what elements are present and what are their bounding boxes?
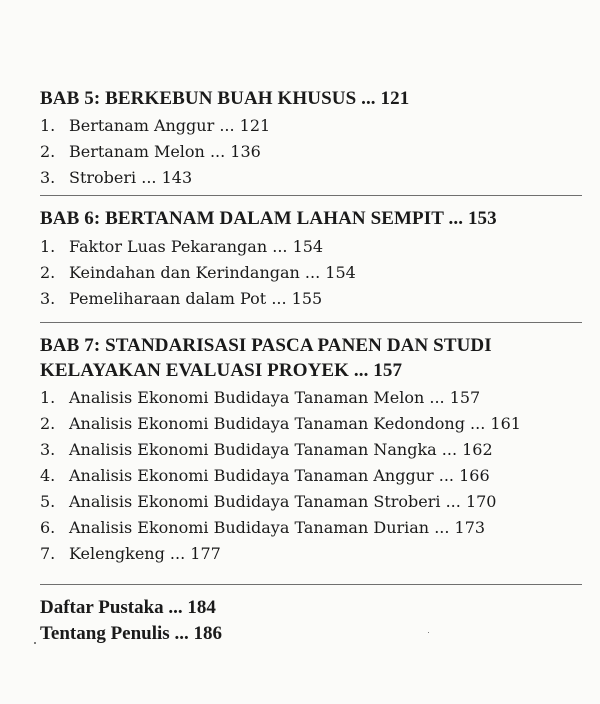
list-item [40,411,580,437]
chapter-5-section [40,86,580,191]
list-item-number: 7. [40,544,56,563]
list-item [40,286,580,312]
list-item-number: 3. [40,168,56,187]
list-item-text: Analisis Ekonomi Budidaya Tanaman Anggur ... 166 [69,466,490,485]
chapter-6-section [40,206,580,312]
chapter-6-title: BAB 6: BERTANAM DALAM LAHAN SEMPIT ... 153 [40,208,497,229]
list-item [40,165,580,191]
list-item-text: Analisis Ekonomi Budidaya Tanaman Kedondong ... 161 [69,414,521,433]
list-item [40,260,580,286]
list-item-text: Analisis Ekonomi Budidaya Tanaman Stroberi ... 170 [69,492,497,511]
list-item-text: Analisis Ekonomi Budidaya Tanaman Melon ... 157 [69,388,481,407]
list-item [40,463,580,489]
chapter-7-section [40,333,580,567]
back-matter-section [40,595,580,647]
list-item-text: Kelengkeng ... 177 [69,544,221,563]
section-divider [40,195,582,196]
list-item-text: Bertanam Anggur ... 121 [69,116,271,135]
list-item-text: Analisis Ekonomi Budidaya Tanaman Durian ... 173 [69,518,486,537]
list-item-number: 2. [40,263,56,282]
chapter-5-title: BAB 5: BERKEBUN BUAH KHUSUS ... 121 [40,88,410,109]
list-item [40,541,580,567]
list-item-number: 6. [40,518,56,537]
chapter-7-list [40,385,580,567]
print-speck [428,632,429,633]
chapter-7-title [40,333,580,383]
list-item-number: 2. [40,414,56,433]
list-item-number: 1. [40,388,56,407]
chapter-5-list [40,113,580,191]
list-item [40,515,580,541]
about-author-entry: Tentang Penulis ... 186 [40,623,222,644]
bibliography-entry: Daftar Pustaka ... 184 [40,597,216,618]
list-item-number: 3. [40,289,56,308]
list-item-text: Keindahan dan Kerindangan ... 154 [69,263,356,282]
chapter-7-title-line-1: BAB 7: STANDARISASI PASCA PANEN DAN STUDI [40,335,492,356]
chapter-6-list [40,234,580,312]
list-item [40,113,580,139]
chapter-7-title-line-2: KELAYAKAN EVALUASI PROYEK ... 157 [40,360,403,381]
list-item-number: 1. [40,237,56,256]
section-divider [40,584,582,585]
list-item-number: 3. [40,440,56,459]
list-item-text: Bertanam Melon ... 136 [69,142,261,161]
list-item-text: Faktor Luas Pekarangan ... 154 [69,237,324,256]
list-item-text: Stroberi ... 143 [69,168,193,187]
list-item [40,139,580,165]
list-item-number: 1. [40,116,56,135]
list-item [40,437,580,463]
list-item [40,234,580,260]
list-item [40,489,580,515]
list-item [40,385,580,411]
list-item-number: 5. [40,492,56,511]
list-item-number: 2. [40,142,56,161]
section-divider [40,322,582,323]
list-item-text: Pemeliharaan dalam Pot ... 155 [69,289,323,308]
list-item-text: Analisis Ekonomi Budidaya Tanaman Nangka ... 162 [69,440,493,459]
print-speck [34,642,36,644]
list-item-number: 4. [40,466,56,485]
